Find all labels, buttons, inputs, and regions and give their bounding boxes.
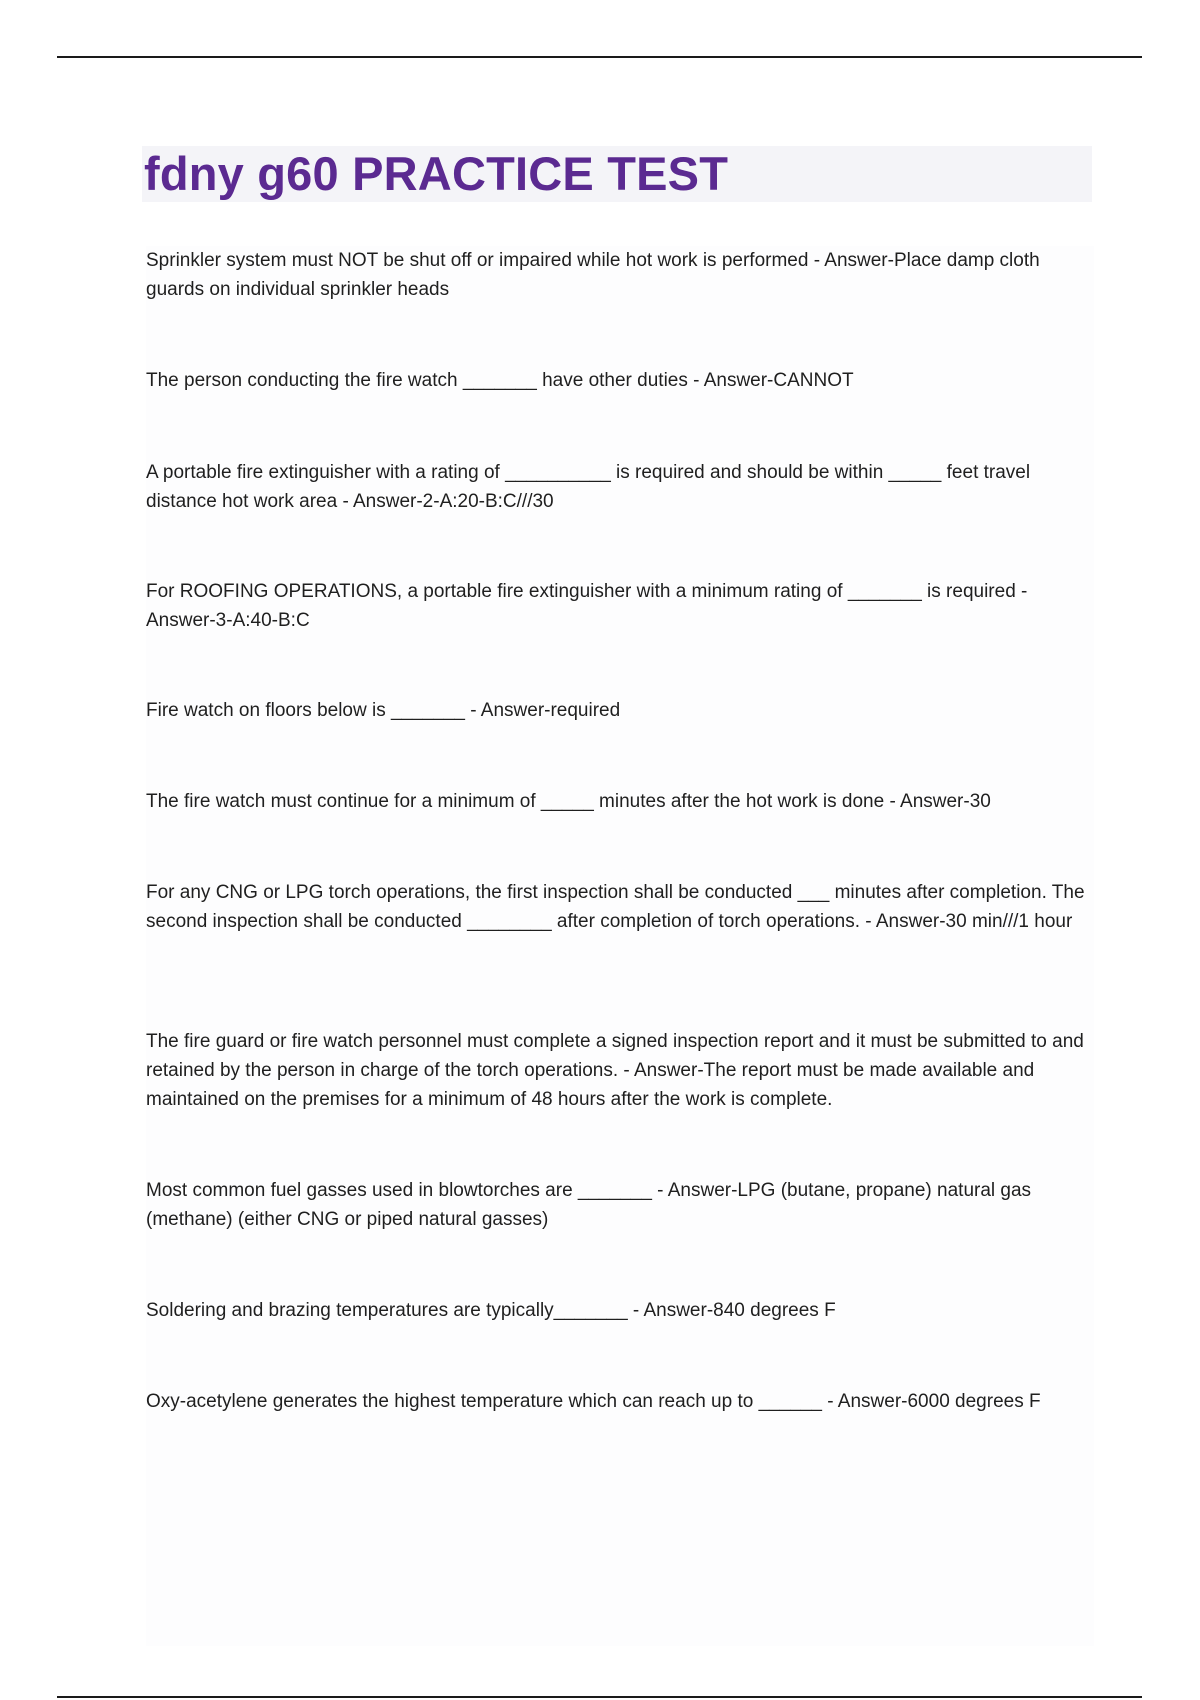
question-item: For any CNG or LPG torch operations, the first inspection shall be conducted ___ minutes after completion. The second inspection shall be conducted ________ after completion of torch operations. - Answer-30 min///1 hour [146, 882, 1085, 932]
question-item: A portable fire extinguisher with a rating of __________ is required and should be within _____ feet travel distance hot work area - Answer-2-A:20-B:C///30 [146, 462, 1031, 512]
top-divider [57, 56, 1142, 58]
question-item: Oxy-acetylene generates the highest temperature which can reach up to ______ - Answer-6000 degrees F [146, 1391, 1041, 1412]
question-item: The fire guard or fire watch personnel must complete a signed inspection report and it must be submitted to and retained by the person in charge of the torch operations. - Answer-The report must be made available and maintained on the premises for a minimum of 48 hours after the work is complete. [146, 1031, 1084, 1110]
page-title: fdny g60 PRACTICE TEST [144, 147, 729, 200]
question-item: Sprinkler system must NOT be shut off or impaired while hot work is performed - Answer-Place damp cloth guards on individual sprinkler heads [146, 250, 1040, 300]
bottom-divider [57, 1696, 1142, 1698]
question-item: Soldering and brazing temperatures are typically_______ - Answer-840 degrees F [146, 1300, 836, 1321]
question-item: The fire watch must continue for a minimum of _____ minutes after the hot work is done - Answer-30 [146, 791, 991, 812]
question-item: The person conducting the fire watch _______ have other duties - Answer-CANNOT [146, 370, 854, 391]
document-body [146, 246, 1094, 1646]
question-item: Fire watch on floors below is _______ - Answer-required [146, 700, 621, 721]
question-item: Most common fuel gasses used in blowtorches are _______ - Answer-LPG (butane, propane) natural gas (methane) (either CNG or piped natural gasses) [146, 1180, 1032, 1230]
question-item: For ROOFING OPERATIONS, a portable fire extinguisher with a minimum rating of _______ is required - Answer-3-A:40-B:C [146, 581, 1028, 631]
